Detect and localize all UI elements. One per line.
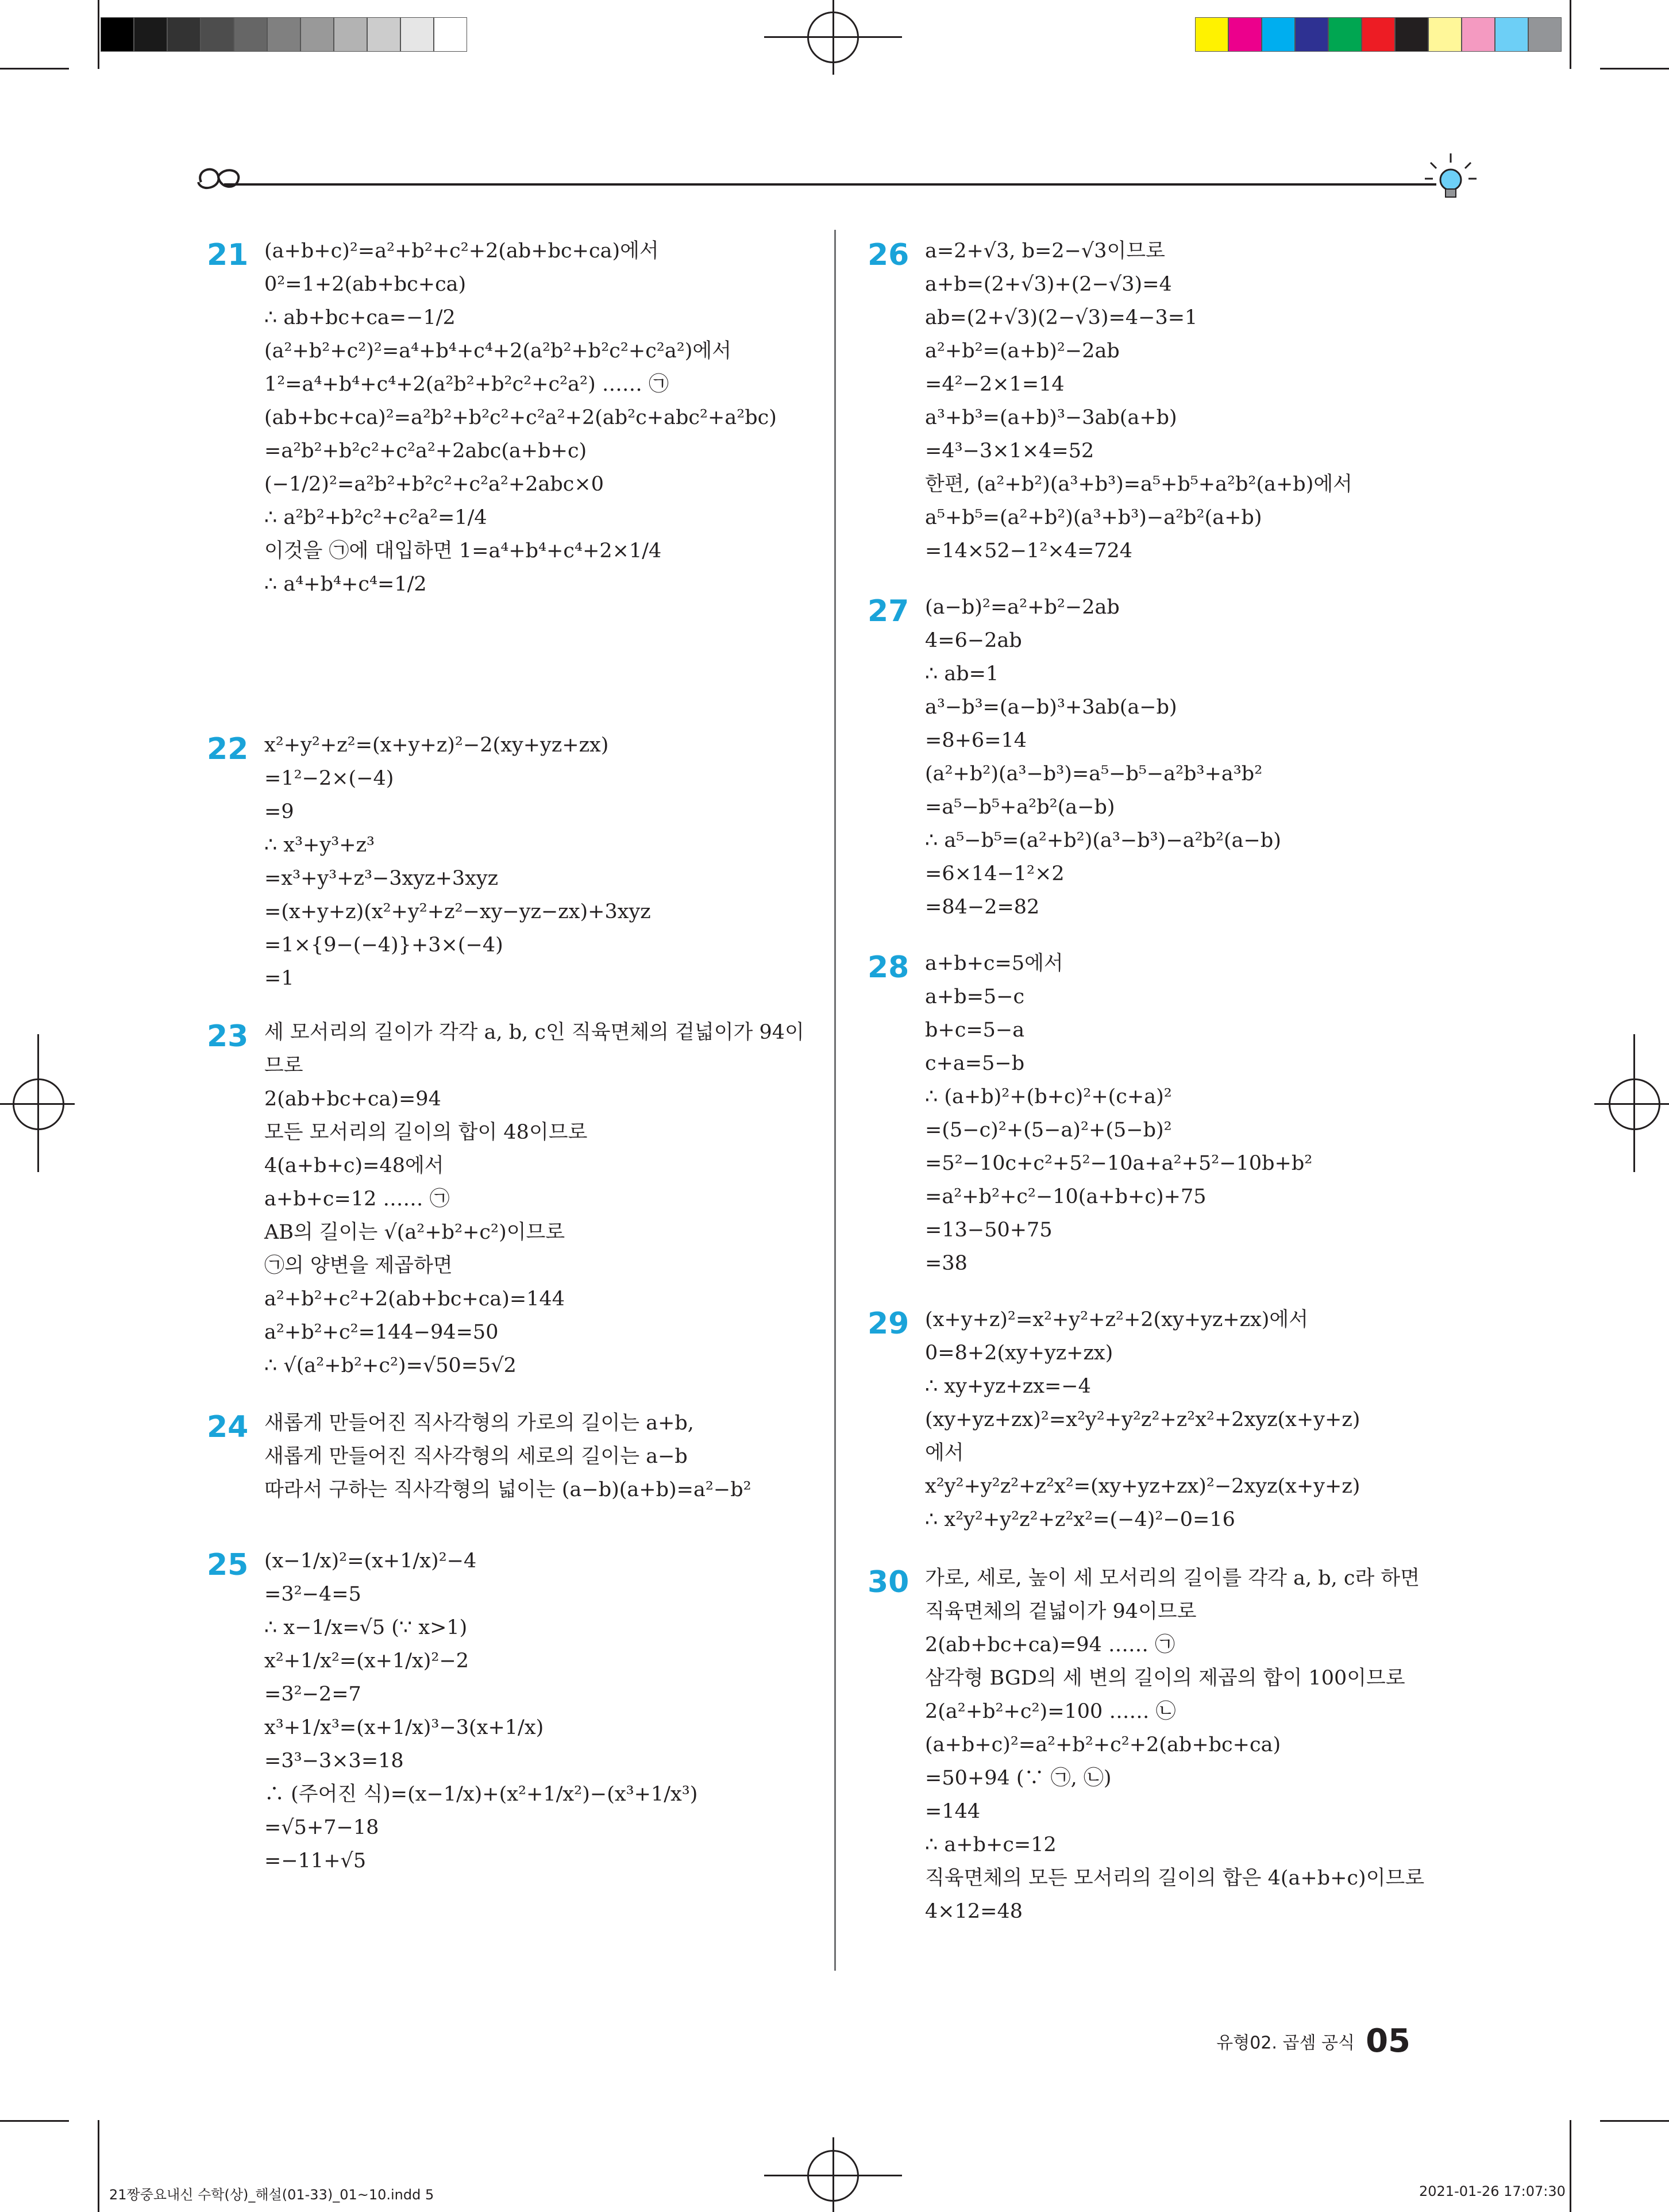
solution-line: =a²b²+b²c²+c²a²+2abc(a+b+c) <box>264 440 587 463</box>
problem-number: 29 <box>868 1307 909 1341</box>
solution-line: ∴ ab+bc+ca=−1/2 <box>264 306 456 329</box>
header-rule <box>190 147 1477 210</box>
solution-line: ∴ a⁵−b⁵=(a²+b²)(a³−b³)−a²b²(a−b) <box>925 829 1281 852</box>
solution-line: 따라서 구하는 직사각형의 넓이는 (a−b)(a+b)=a²−b² <box>264 1478 751 1501</box>
solution-line: a³+b³=(a+b)³−3ab(a+b) <box>925 406 1177 429</box>
solution-line: a³−b³=(a−b)³+3ab(a−b) <box>925 696 1177 719</box>
problem-number: 26 <box>868 238 909 272</box>
solution-line: =13−50+75 <box>925 1219 1053 1242</box>
solution-line: 에서 <box>925 1442 964 1465</box>
problem-number: 25 <box>207 1548 249 1582</box>
solution-line: a+b=5−c <box>925 985 1025 1008</box>
color-swatch <box>1528 17 1562 52</box>
solution-line: x²+1/x²=(x+1/x)²−2 <box>264 1650 469 1673</box>
solution-line: (xy+yz+zx)²=x²y²+y²z²+z²x²+2xyz(x+y+z) <box>925 1408 1360 1431</box>
color-swatch <box>400 17 434 52</box>
solution-line: ∴ a²b²+b²c²+c²a²=1/4 <box>264 506 487 529</box>
solution-line: a=2+√3, b=2−√3이므로 <box>925 240 1165 263</box>
solution-line: =50+94 (∵ ㉠, ㉡) <box>925 1767 1112 1790</box>
color-swatch <box>1262 17 1295 52</box>
color-swatch <box>134 17 167 52</box>
color-swatch <box>201 17 234 52</box>
solution-line: =1 <box>264 967 294 990</box>
solution-line: =1²−2×(−4) <box>264 767 394 790</box>
problem-number: 27 <box>868 594 909 629</box>
solution-line: 이것을 ㉠에 대입하면 1=a⁴+b⁴+c⁴+2×1/4 <box>264 539 662 562</box>
crop-mark <box>98 0 99 69</box>
solution-line: =8+6=14 <box>925 729 1027 752</box>
solution-line: a²+b²+c²+2(ab+bc+ca)=144 <box>264 1288 565 1311</box>
color-swatch <box>1228 17 1262 52</box>
problem-number: 23 <box>207 1019 249 1054</box>
color-swatch <box>1495 17 1528 52</box>
solution-line: ∴ a+b+c=12 <box>925 1833 1057 1856</box>
solution-line: ∴ x³+y³+z³ <box>264 834 375 857</box>
solution-line: (x−1/x)²=(x+1/x)²−4 <box>264 1550 477 1573</box>
solution-line: =9 <box>264 800 294 823</box>
lightbulb-icon <box>1425 153 1477 197</box>
crop-mark <box>98 2120 99 2212</box>
color-swatch <box>167 17 201 52</box>
column-divider <box>834 230 836 1971</box>
color-swatch <box>1428 17 1462 52</box>
solution-line: ∴ x−1/x=√5 (∵ x>1) <box>264 1616 468 1639</box>
solution-line: =3³−3×3=18 <box>264 1749 404 1772</box>
solution-line: 4(a+b+c)=48에서 <box>264 1154 444 1177</box>
solution-line: ∴ x²y²+y²z²+z²x²=(−4)²−0=16 <box>925 1508 1235 1531</box>
color-swatch <box>1395 17 1428 52</box>
solution-line: =6×14−1²×2 <box>925 862 1065 885</box>
solution-line: AB의 길이는 √(a²+b²+c²)이므로 <box>264 1221 565 1244</box>
solution-line: (ab+bc+ca)²=a²b²+b²c²+c²a²+2(ab²c+abc²+a²bc) <box>264 406 777 429</box>
solution-line: (a+b+c)²=a²+b²+c²+2(ab+bc+ca) <box>925 1733 1281 1756</box>
color-swatch <box>434 17 467 52</box>
solution-line: 삼각형 BGD의 세 변의 길이의 제곱의 합이 100이므로 <box>925 1667 1405 1690</box>
solution-line: a²+b²=(a+b)²−2ab <box>925 340 1120 363</box>
solution-line: 새롭게 만들어진 직사각형의 가로의 길이는 a+b, <box>264 1412 694 1435</box>
print-slug-file: 21짱중요내신 수학(상)_해설(01-33)_01~10.indd 5 <box>109 2187 434 2203</box>
solution-line: c+a=5−b <box>925 1052 1025 1075</box>
solution-line: =14×52−1²×4=724 <box>925 539 1133 562</box>
solution-line: =a⁵−b⁵+a²b²(a−b) <box>925 796 1115 819</box>
solution-line: x³+1/x³=(x+1/x)³−3(x+1/x) <box>264 1716 544 1739</box>
solution-line: a²+b²+c²=144−94=50 <box>264 1321 499 1344</box>
solution-line: x²y²+y²z²+z²x²=(xy+yz+zx)²−2xyz(x+y+z) <box>925 1475 1360 1498</box>
color-swatch <box>1362 17 1395 52</box>
solution-line: 4×12=48 <box>925 1900 1023 1923</box>
solution-line: ∴ √(a²+b²+c²)=√50=5√2 <box>264 1354 516 1377</box>
page-number: 05 <box>1366 2022 1410 2060</box>
solution-line: b+c=5−a <box>925 1019 1025 1042</box>
solution-line: =84−2=82 <box>925 896 1040 919</box>
solution-line: =x³+y³+z³−3xyz+3xyz <box>264 867 499 890</box>
crop-mark <box>1570 0 1571 69</box>
solution-line: 2(a²+b²+c²)=100 …… ㉡ <box>925 1700 1176 1723</box>
section-title: 유형02. 곱셈 공식 <box>1216 2033 1355 2053</box>
problem-number: 30 <box>868 1565 909 1600</box>
solution-line: a⁵+b⁵=(a²+b²)(a³+b³)−a²b²(a+b) <box>925 506 1262 529</box>
solution-line: ∴ a⁴+b⁴+c⁴=1/2 <box>264 573 427 596</box>
solution-line: a+b+c=12 …… ㉠ <box>264 1188 450 1211</box>
solution-line: =3²−2=7 <box>264 1683 361 1706</box>
solution-line: =4²−2×1=14 <box>925 373 1065 396</box>
problem-number: 28 <box>868 950 909 985</box>
solution-line: ∴ xy+yz+zx=−4 <box>925 1375 1091 1398</box>
solution-line: 4=6−2ab <box>925 629 1022 652</box>
problem-number: 24 <box>207 1410 249 1444</box>
print-slug-timestamp: 2021-01-26 17:07:30 <box>1419 2183 1566 2199</box>
solution-line: 세 모서리의 길이가 각각 a, b, c인 직육면체의 겉넓이가 94이 <box>264 1021 804 1044</box>
crop-mark <box>0 2120 69 2122</box>
solution-line: =38 <box>925 1252 968 1275</box>
solution-line: (a+b+c)²=a²+b²+c²+2(ab+bc+ca)에서 <box>264 240 659 263</box>
solution-line: (a²+b²+c²)²=a⁴+b⁴+c⁴+2(a²b²+b²c²+c²a²)에서 <box>264 340 732 363</box>
solution-line: 직육면체의 겉넓이가 94이므로 <box>925 1600 1197 1623</box>
solution-line: (a−b)²=a²+b²−2ab <box>925 596 1120 619</box>
solution-line: =(5−c)²+(5−a)²+(5−b)² <box>925 1119 1172 1142</box>
solution-line: a+b+c=5에서 <box>925 952 1063 975</box>
solution-line: =√5+7−18 <box>264 1816 379 1839</box>
solution-line: =5²−10c+c²+5²−10a+a²+5²−10b+b² <box>925 1152 1313 1175</box>
solution-line: 한편, (a²+b²)(a³+b³)=a⁵+b⁵+a²b²(a+b)에서 <box>925 473 1352 496</box>
crop-mark <box>1600 68 1669 70</box>
solution-line: 가로, 세로, 높이 세 모서리의 길이를 각각 a, b, c라 하면 <box>925 1567 1420 1590</box>
color-swatch <box>367 17 400 52</box>
color-swatch <box>334 17 367 52</box>
solution-line: ab=(2+√3)(2−√3)=4−3=1 <box>925 306 1198 329</box>
solution-line: 므로 <box>264 1054 303 1077</box>
solution-line: x²+y²+z²=(x+y+z)²−2(xy+yz+zx) <box>264 734 609 757</box>
solution-line: 0²=1+2(ab+bc+ca) <box>264 273 467 296</box>
solution-line: ∴ (a+b)²+(b+c)²+(c+a)² <box>925 1085 1172 1108</box>
problem-number: 22 <box>207 732 249 766</box>
problem-number: 21 <box>207 238 249 272</box>
crop-mark <box>1570 2120 1571 2212</box>
solution-line: 모든 모서리의 길이의 합이 48이므로 <box>264 1121 588 1144</box>
color-swatch <box>1462 17 1495 52</box>
solution-line: ∴ (주어진 식)=(x−1/x)+(x²+1/x²)−(x³+1/x³) <box>264 1783 698 1806</box>
solution-line: 2(ab+bc+ca)=94 …… ㉠ <box>925 1633 1175 1656</box>
solution-line: =3²−4=5 <box>264 1583 361 1606</box>
solution-line: =a²+b²+c²−10(a+b+c)+75 <box>925 1185 1207 1208</box>
solution-line: =1×{9−(−4)}+3×(−4) <box>264 934 503 957</box>
color-swatch <box>267 17 300 52</box>
crop-mark <box>1600 2120 1669 2122</box>
color-swatch <box>1295 17 1328 52</box>
solution-line: a+b=(2+√3)+(2−√3)=4 <box>925 273 1172 296</box>
solution-line: ∴ ab=1 <box>925 662 999 685</box>
color-swatch <box>234 17 267 52</box>
crop-mark <box>0 68 69 70</box>
solution-line: 2(ab+bc+ca)=94 <box>264 1088 441 1111</box>
color-swatch <box>101 17 134 52</box>
solution-line: ㉠의 양변을 제곱하면 <box>264 1254 453 1277</box>
solution-line: =144 <box>925 1800 981 1823</box>
solution-line: =4³−3×1×4=52 <box>925 440 1094 463</box>
solution-line: 새롭게 만들어진 직사각형의 세로의 길이는 a−b <box>264 1445 688 1468</box>
page-footer <box>1216 2022 1410 2063</box>
solution-line: (x+y+z)²=x²+y²+z²+2(xy+yz+zx)에서 <box>925 1308 1309 1331</box>
color-swatch <box>1328 17 1362 52</box>
solution-line: (−1/2)²=a²b²+b²c²+c²a²+2abc×0 <box>264 473 604 496</box>
solution-line: 0=8+2(xy+yz+zx) <box>925 1342 1113 1365</box>
color-swatch <box>1195 17 1228 52</box>
solution-line: =(x+y+z)(x²+y²+z²−xy−yz−zx)+3xyz <box>264 900 651 923</box>
solution-line: =−11+√5 <box>264 1849 367 1872</box>
color-swatch <box>300 17 334 52</box>
solution-line: 직육면체의 모든 모서리의 길이의 합은 4(a+b+c)이므로 <box>925 1867 1425 1890</box>
solution-line: 1²=a⁴+b⁴+c⁴+2(a²b²+b²c²+c²a²) …… ㉠ <box>264 373 669 396</box>
solution-line: (a²+b²)(a³−b³)=a⁵−b⁵−a²b³+a³b² <box>925 762 1263 785</box>
